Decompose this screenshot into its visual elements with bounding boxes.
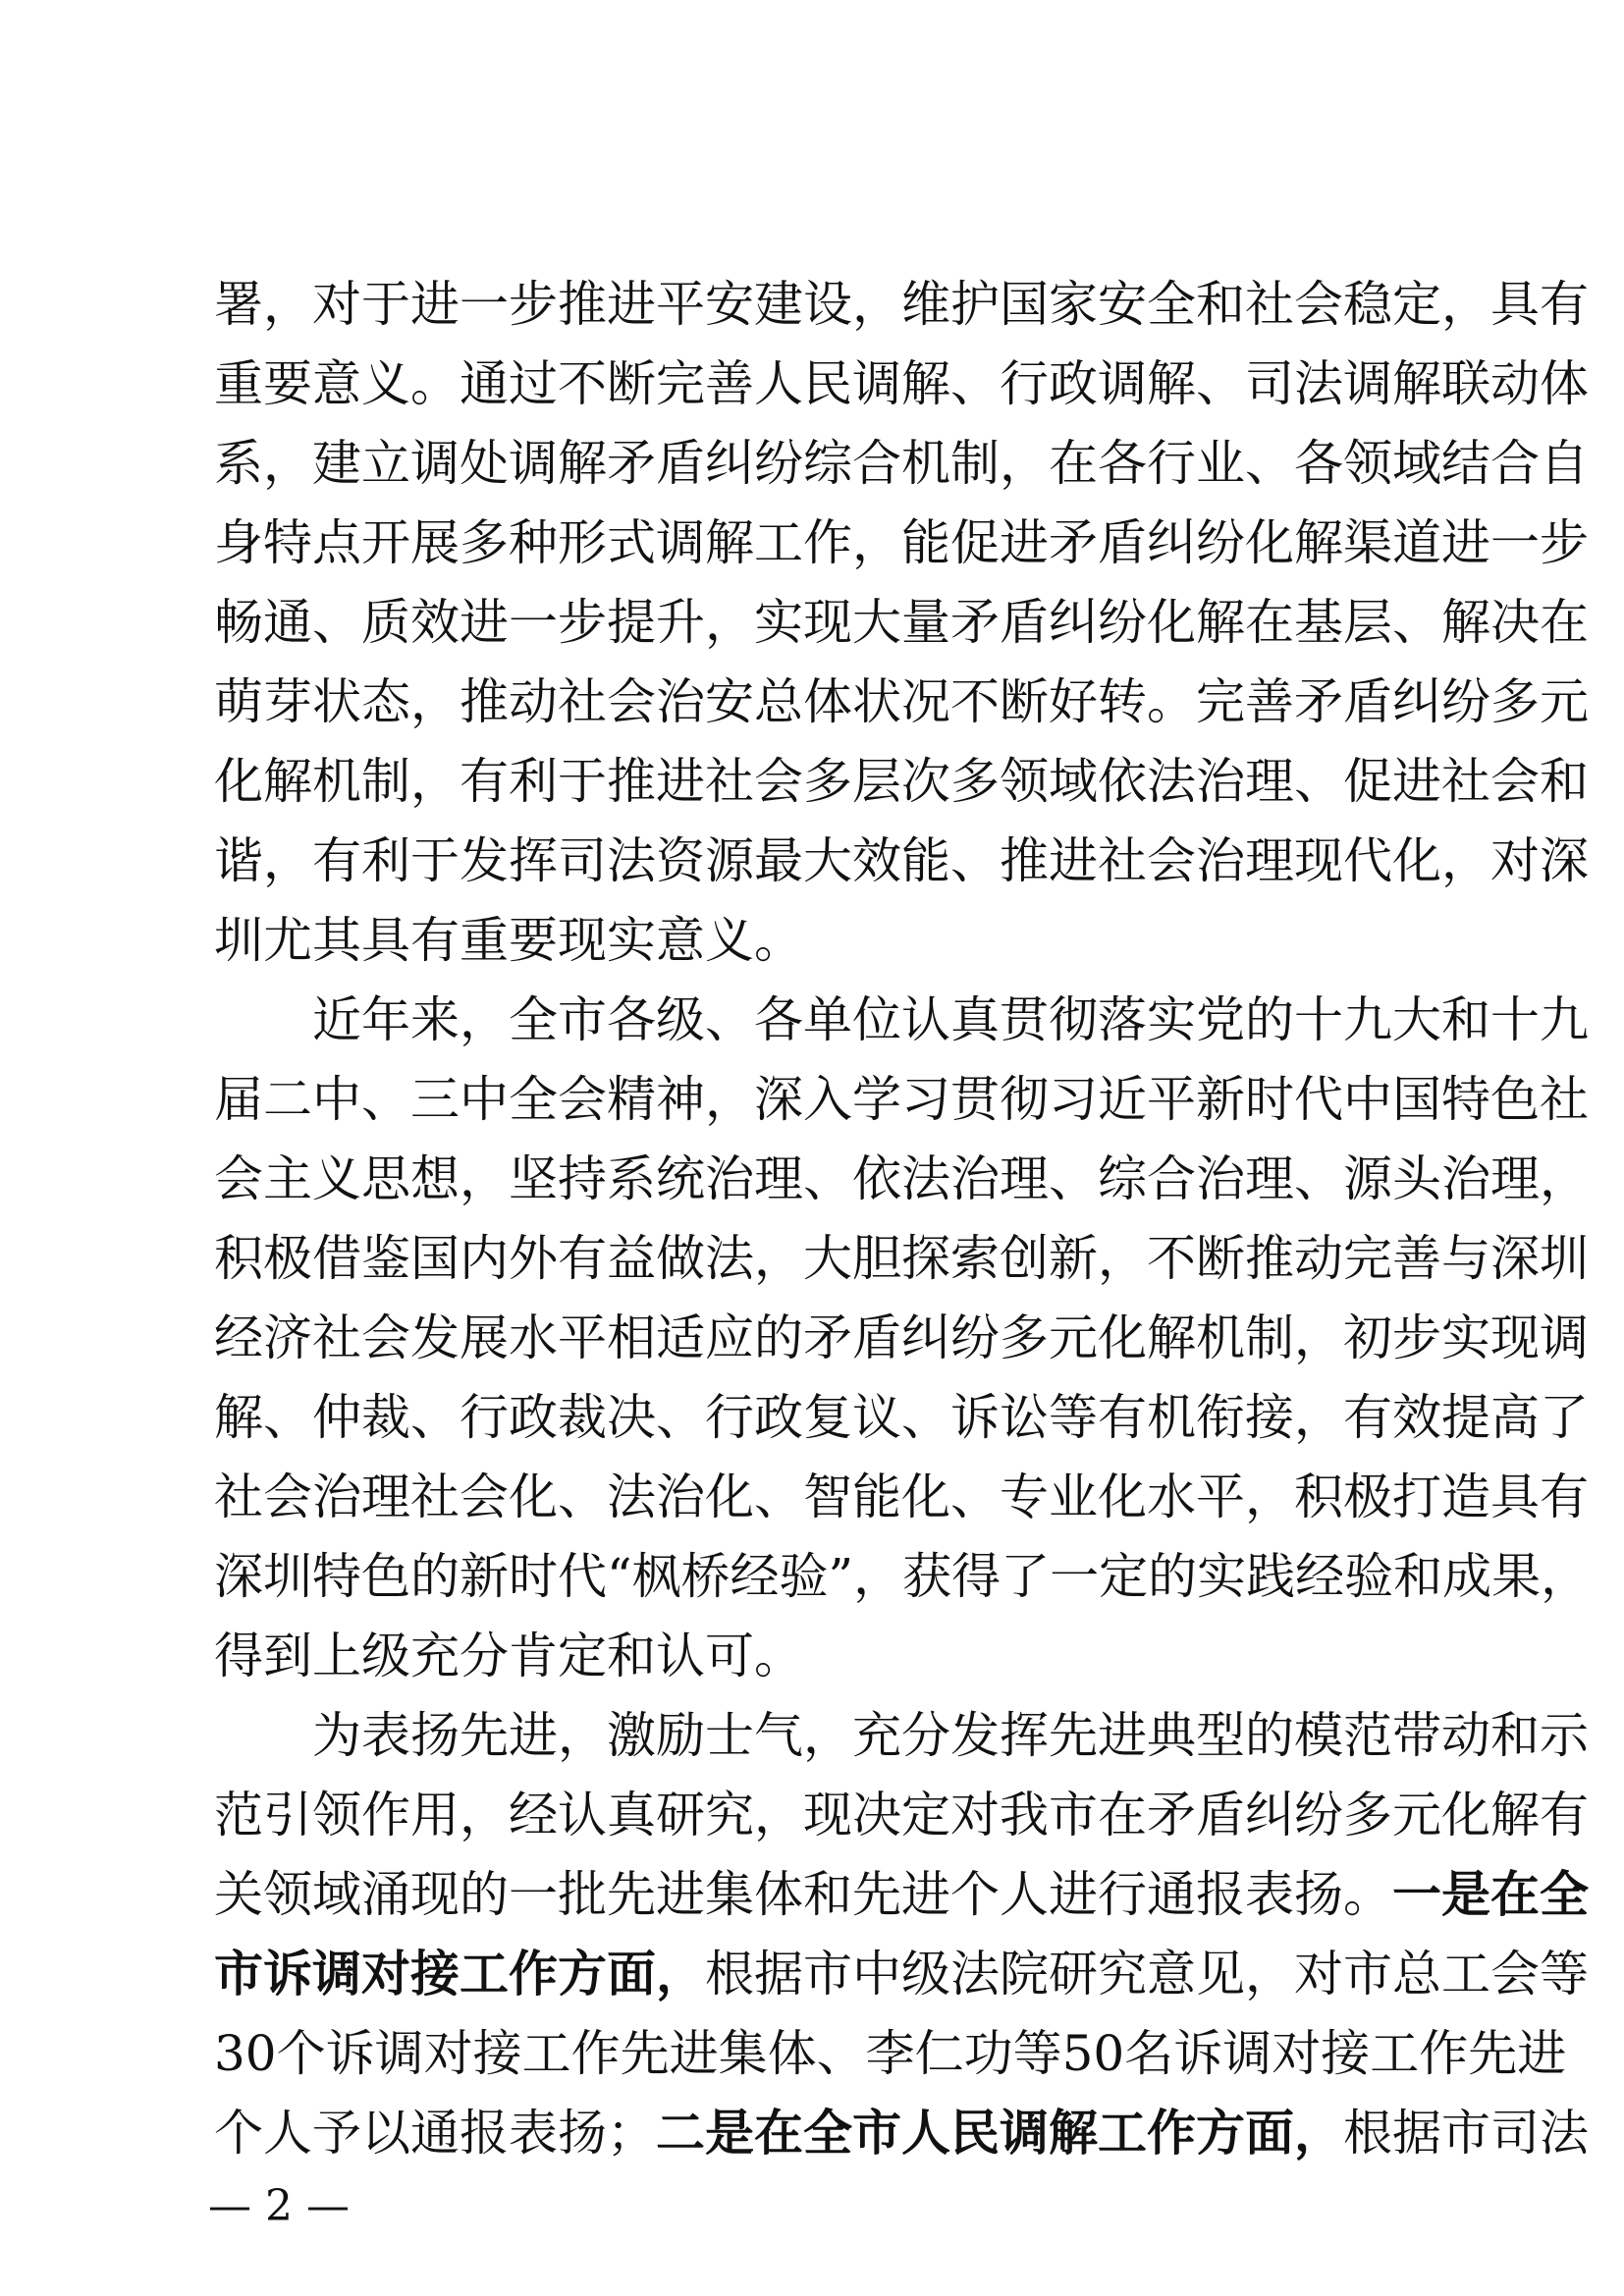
- body-line: 30个诉调对接工作先进集体、李仁功等50名诉调对接工作先进: [214, 2025, 1567, 2082]
- paragraph-start: 为表扬先进，激励士气，充分发挥先进典型的模范带动和示: [312, 1707, 1589, 1764]
- body-line-mixed: [214, 1945, 1589, 2003]
- body-line: 积极借鉴国内外有益做法，大胆探索创新，不断推动完善与深圳: [214, 1230, 1589, 1287]
- body-line: 身特点开展多种形式调解工作，能促进矛盾纠纷化解渠道进一步: [214, 514, 1589, 571]
- paragraph-start: 近年来，全市各级、各单位认真贯彻落实党的十九大和十九: [312, 991, 1589, 1048]
- body-line: 重要意义。通过不断完善人民调解、行政调解、司法调解联动体: [214, 355, 1589, 412]
- bold-heading-text: 二是在全市人民调解工作方面，: [656, 2105, 1343, 2162]
- body-line: 系，建立调处调解矛盾纠纷综合机制，在各行业、各领域结合自: [214, 435, 1589, 492]
- body-line: 会主义思想，坚持系统治理、依法治理、综合治理、源头治理，: [214, 1150, 1589, 1207]
- body-text: 根据市司法: [1343, 2105, 1589, 2162]
- body-line: 畅通、质效进一步提升，实现大量矛盾纠纷化解在基层、解决在: [214, 594, 1589, 651]
- body-line: 解、仲裁、行政裁决、行政复议、诉讼等有机衔接，有效提高了: [214, 1389, 1589, 1446]
- body-text: 个人予以通报表扬；: [214, 2105, 656, 2162]
- body-line: 化解机制，有利于推进社会多层次多领域依法治理、促进社会和: [214, 753, 1589, 810]
- body-line: 深圳特色的新时代“枫桥经验”，获得了一定的实践经验和成果，: [214, 1548, 1591, 1605]
- body-line: 社会治理社会化、法治化、智能化、专业化水平，积极打造具有: [214, 1468, 1589, 1525]
- body-line: 经济社会发展水平相适应的矛盾纠纷多元化解机制，初步实现调: [214, 1309, 1589, 1366]
- body-line-mixed: [214, 1865, 1589, 1924]
- body-line: 范引领作用，经认真研究，现决定对我市在矛盾纠纷多元化解有: [214, 1787, 1589, 1843]
- body-text: 根据市中级法院研究意见，对市总工会等: [705, 1946, 1589, 2002]
- body-line: 署，对于进一步推进平安建设，维护国家安全和社会稳定，具有: [214, 276, 1589, 333]
- body-line: 圳尤其具有重要现实意义。: [214, 912, 803, 969]
- body-line-mixed: [214, 2104, 1589, 2163]
- body-line: 届二中、三中全会精神，深入学习贯彻习近平新时代中国特色社: [214, 1071, 1589, 1128]
- body-text: 关领域涌现的一批先进集体和先进个人进行通报表扬。: [214, 1866, 1392, 1923]
- bold-heading-text: 市诉调对接工作方面，: [214, 1946, 705, 2002]
- body-line: 得到上级充分肯定和认可。: [214, 1628, 803, 1684]
- body-line: 萌芽状态，推动社会治安总体状况不断好转。完善矛盾纠纷多元: [214, 673, 1589, 730]
- body-line: 谐，有利于发挥司法资源最大效能、推进社会治理现代化，对深: [214, 832, 1589, 889]
- bold-heading-text: 一是在全: [1392, 1866, 1589, 1923]
- page-number: — 2 —: [208, 2181, 350, 2231]
